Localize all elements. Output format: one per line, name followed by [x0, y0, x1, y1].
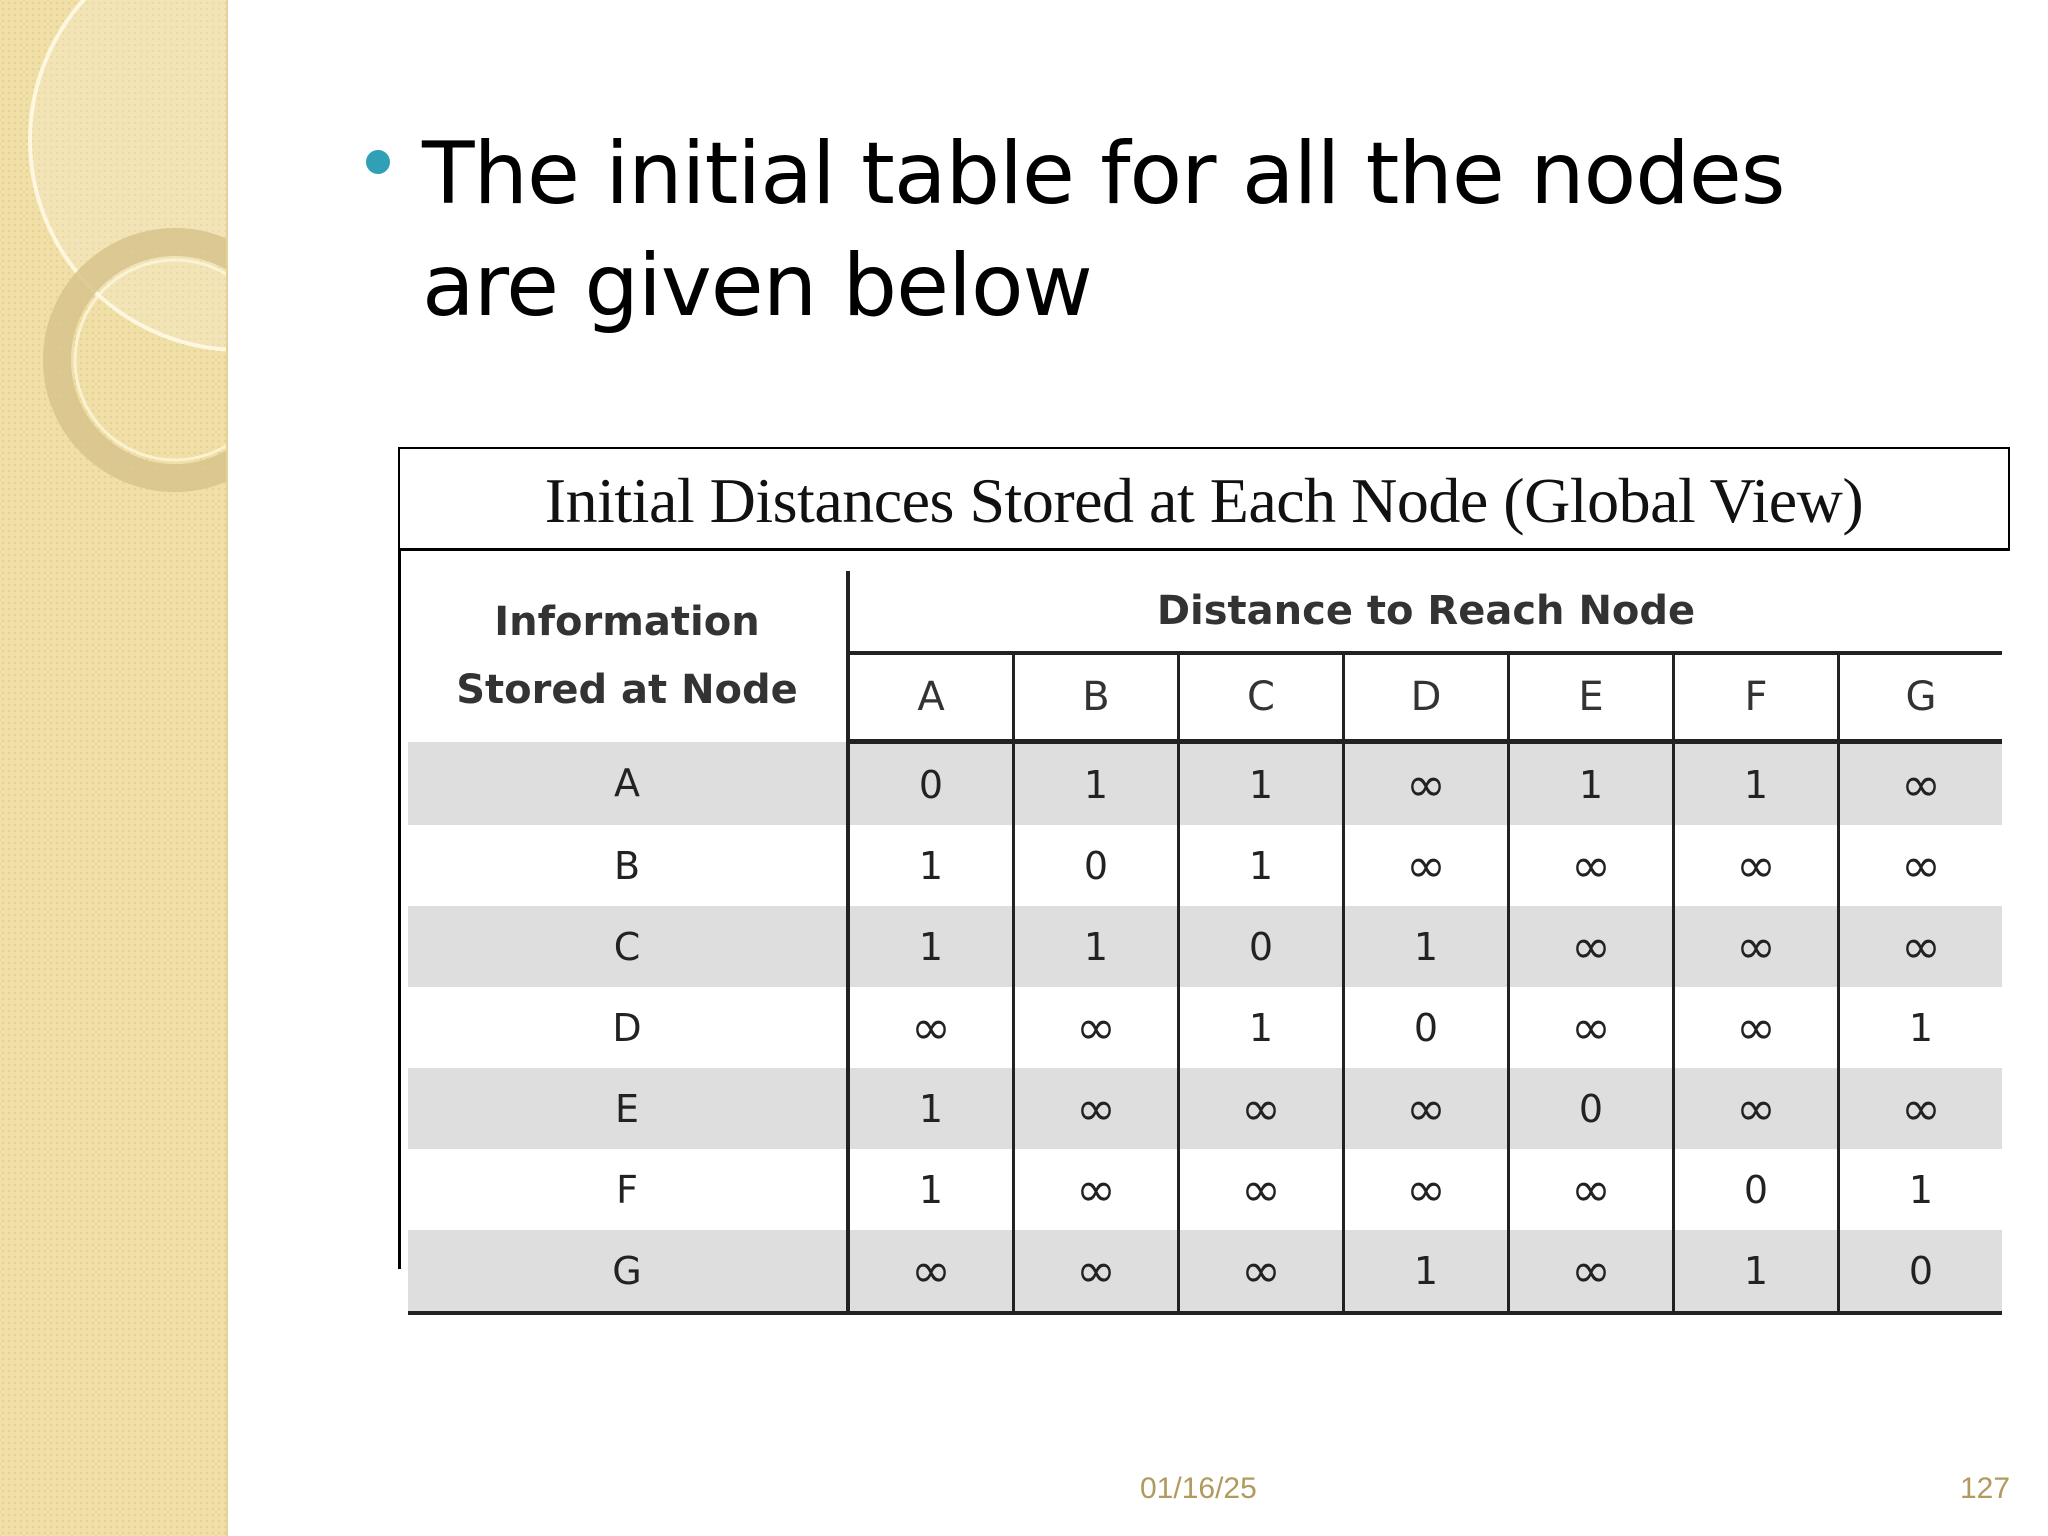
table-row: [408, 1068, 2002, 1149]
table-cell: ∞: [1901, 837, 1941, 894]
table-title: Initial Distances Stored at Each Node (Global View): [544, 465, 1864, 536]
row-label: D: [408, 987, 848, 1068]
table-cell: 1: [1014, 906, 1179, 987]
table-cell: ∞: [1344, 825, 1509, 906]
table-cell: ∞: [1509, 906, 1674, 987]
footer-date: 01/16/25: [1140, 1472, 1257, 1505]
distance-table-figure: [398, 447, 2014, 1323]
bullet-icon: [366, 150, 390, 174]
table-cell: ∞: [1179, 1149, 1344, 1230]
column-header-e: E: [1509, 653, 1674, 742]
decorative-circles: [0, 0, 226, 1536]
table-cell: ∞: [1674, 825, 1839, 906]
table-cell: ∞: [1509, 1230, 1674, 1313]
table-cell: 1: [1344, 1230, 1509, 1313]
table-cell: ∞: [1344, 1068, 1509, 1149]
table-cell: 1: [1509, 742, 1674, 826]
table-cell: 0: [1839, 1230, 2003, 1313]
table-cell: 1: [848, 1149, 1014, 1230]
table-cell: ∞: [1509, 825, 1674, 906]
table-cell: ∞: [1179, 1068, 1344, 1149]
table-cell: 0: [1179, 906, 1344, 987]
table-cell: 0: [1014, 825, 1179, 906]
table-row: [408, 1230, 2002, 1313]
table-cell: 1: [1674, 742, 1839, 826]
row-label: F: [408, 1149, 848, 1230]
row-header-cell: [408, 571, 848, 742]
row-label: A: [408, 742, 848, 826]
row-label: G: [408, 1230, 848, 1313]
table-cell: ∞: [1344, 742, 1509, 826]
table-cell: ∞: [848, 1230, 1014, 1313]
table-row: [408, 742, 2002, 826]
column-header-f: F: [1674, 653, 1839, 742]
table-cell: 1: [848, 906, 1014, 987]
row-label: C: [408, 906, 848, 987]
table-cell: 1: [1908, 1005, 1934, 1050]
table-left-border: [398, 551, 401, 1269]
table-cell: ∞: [1674, 1068, 1839, 1149]
table-cell: ∞: [1014, 1068, 1179, 1149]
row-label: B: [408, 825, 848, 906]
column-header-c: C: [1179, 653, 1344, 742]
table-cell: 1: [848, 1068, 1014, 1149]
table-row: [408, 1149, 2002, 1230]
table-header-row: [408, 571, 2002, 653]
table-cell: ∞: [1014, 1230, 1179, 1313]
column-header-b: B: [1014, 653, 1179, 742]
column-header-d: D: [1344, 653, 1509, 742]
page-number: 127: [1960, 1472, 2011, 1505]
table-cell: 0: [1509, 1068, 1674, 1149]
table-title-box: [398, 447, 2010, 551]
table-cell: 0: [848, 742, 1014, 826]
table-cell: ∞: [1509, 987, 1674, 1068]
table-row: [408, 906, 2002, 987]
table-cell: 1: [1014, 742, 1179, 826]
table-cell: 1: [848, 825, 1014, 906]
slide-heading: The initial table for all the nodes are given below: [422, 124, 1785, 336]
table-cell: ∞: [1839, 906, 2003, 987]
column-header-a: A: [848, 653, 1014, 742]
table-cell: 1: [1179, 825, 1344, 906]
table-cell: 1: [1179, 987, 1344, 1068]
table-cell: ∞: [1344, 1149, 1509, 1230]
table-cell: 1: [1908, 1167, 1934, 1212]
table-cell: ∞: [1674, 987, 1839, 1068]
table-cell: ∞: [1509, 1149, 1674, 1230]
row-header-line1: Information: [494, 599, 760, 646]
table-row: [408, 825, 2002, 906]
table-cell: ∞: [1179, 1230, 1344, 1313]
table-body: [408, 742, 2002, 1314]
row-header-line2: Stored at Node: [456, 667, 798, 714]
table-cell: 1: [1179, 742, 1344, 826]
table-cell: ∞: [1839, 1068, 2003, 1149]
distance-table: [408, 571, 2002, 1315]
table-cell: ∞: [1014, 1149, 1179, 1230]
table-cell: 1: [1674, 1230, 1839, 1313]
row-label: E: [408, 1068, 848, 1149]
column-group-header: Distance to Reach Node: [848, 571, 2002, 653]
table-cell: 0: [1344, 987, 1509, 1068]
table-cell: ∞: [1839, 742, 2003, 826]
table-cell: ∞: [1014, 987, 1179, 1068]
table-cell: ∞: [848, 987, 1014, 1068]
table-cell: ∞: [1674, 906, 1839, 987]
table-cell: 0: [1674, 1149, 1839, 1230]
table-cell: 1: [1344, 906, 1509, 987]
column-header-g: G: [1839, 653, 2003, 742]
table-row: [408, 987, 2002, 1068]
decorative-side-strip: [0, 0, 228, 1536]
